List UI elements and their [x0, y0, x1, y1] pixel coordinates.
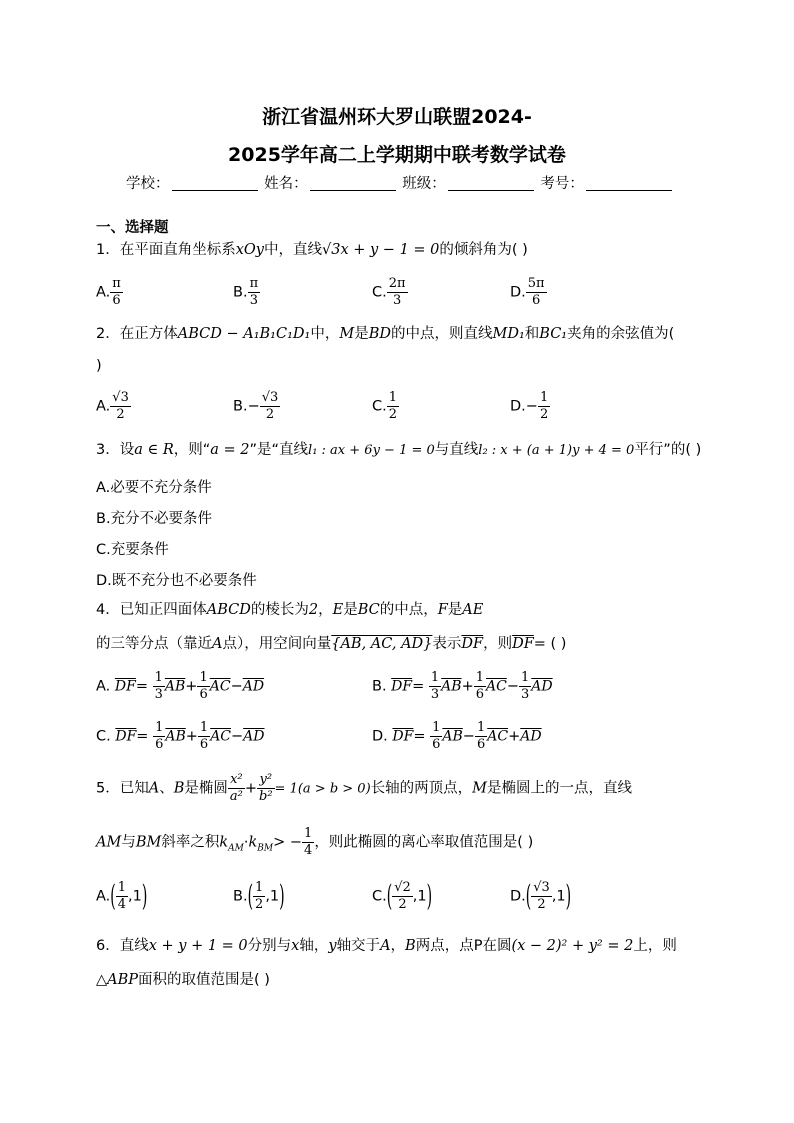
q-math: M	[339, 326, 355, 342]
exam-title-line1: 浙江省温州环大罗山联盟2024-	[262, 106, 532, 128]
ellipse-y-term	[257, 772, 275, 805]
paren-right: )	[141, 879, 148, 914]
option-tail: ,1	[265, 888, 280, 905]
option-label: B.	[372, 678, 387, 695]
option-label: C.	[96, 728, 111, 745]
equals: =	[412, 678, 425, 695]
q5-option-a[interactable]	[96, 880, 147, 913]
exam-number-blank[interactable]	[586, 175, 672, 191]
q-math: k	[248, 834, 258, 851]
q-text: 点），用空间向量	[222, 636, 332, 652]
frac-num: π	[249, 276, 259, 291]
q-text: 、	[159, 780, 174, 797]
q-text: 面积的取值范围是( )	[138, 972, 270, 988]
vector-ad: $\overline{AD}$	[242, 678, 265, 695]
q-text: 表示	[432, 636, 462, 652]
coef-fraction	[475, 720, 487, 753]
paren-right: )	[565, 879, 572, 914]
vector-df: $\overline{DF}$	[114, 678, 136, 695]
question-6	[96, 936, 677, 956]
frac-num: 1	[475, 670, 485, 685]
frac-num: 1	[521, 670, 530, 685]
paren-left: (	[247, 879, 254, 914]
q-text: 和	[524, 326, 540, 342]
option-label: C.	[372, 284, 387, 301]
option-tail: ,1	[551, 888, 566, 905]
q-text: ，	[390, 938, 406, 954]
option-label: D.	[372, 728, 388, 745]
paren-left: (	[386, 879, 393, 914]
option-fraction	[253, 880, 265, 913]
q-math: BC	[357, 602, 380, 618]
question-5-cont	[96, 826, 533, 859]
option-label: A.	[96, 678, 111, 695]
frac-den: 3	[154, 687, 163, 702]
q-math: A	[212, 636, 223, 652]
q5-option-c[interactable]	[372, 880, 432, 913]
q-text: 上，则	[633, 938, 677, 954]
school-blank[interactable]	[172, 175, 258, 191]
exam-title-line2: 2025学年高二上学期期中联考数学试卷	[228, 144, 566, 166]
q-text: ，则此椭圆的离心率取值范围是( )	[314, 834, 534, 851]
q-math: = 1(a > b > 0)	[274, 781, 371, 797]
q3-option-c[interactable]: C.充要条件	[96, 542, 169, 558]
q-text: 中，直线	[264, 242, 322, 258]
vector-basis: {AB, AC, AD}	[331, 636, 433, 652]
frac-den: 3	[393, 293, 402, 308]
class-blank[interactable]	[448, 175, 534, 191]
question-number: 3．	[96, 442, 120, 458]
equals: =	[135, 678, 148, 695]
frac-den: a²	[229, 789, 243, 804]
frac-num: √3	[112, 390, 129, 405]
option-sign: −	[247, 398, 260, 415]
q-math: MD₁	[492, 326, 525, 342]
q-math: ABCD − A₁B₁C₁D₁	[177, 326, 311, 342]
q-text: = ( )	[533, 636, 567, 652]
q-math: BM	[135, 834, 162, 851]
equals: =	[136, 728, 149, 745]
q-text: 在正方体	[119, 326, 178, 342]
q-math: F	[437, 602, 448, 618]
q-text: 是椭圆上的一点，直线	[487, 780, 633, 797]
q-text: 是椭圆	[184, 780, 228, 797]
frac-den: 2	[255, 897, 264, 912]
q-text: 设	[119, 442, 135, 458]
q1-option-c[interactable]	[372, 276, 408, 309]
vector-df: $\overline{DF}$	[391, 678, 413, 695]
vector-ac: $\overline{AC}$	[487, 728, 509, 745]
vector-ab: $\overline{AB}$	[165, 728, 186, 745]
name-label: 姓名：	[264, 176, 308, 192]
question-1	[96, 240, 528, 260]
option-label: C.	[372, 888, 387, 905]
q1-option-a[interactable]	[96, 276, 123, 309]
operator: −	[230, 678, 243, 695]
option-label: C.	[372, 398, 387, 415]
vector-ad: $\overline{AD}$	[243, 728, 265, 745]
question-2	[96, 324, 674, 344]
operator: −	[506, 678, 519, 695]
option-fraction	[531, 880, 552, 913]
frac-num: √3	[261, 390, 279, 405]
frac-den: 2	[116, 407, 125, 422]
q-text: 两点，点P在圆	[415, 938, 512, 954]
frac-num: 1	[432, 720, 441, 735]
question-3	[96, 440, 701, 461]
operator: +	[244, 780, 257, 797]
frac-den: 2	[388, 407, 398, 422]
q-text: 的三等分点（靠近	[96, 636, 212, 652]
exam-number-label: 考号：	[540, 176, 584, 192]
q-text: 的中点，则直线	[390, 326, 493, 342]
q-text: 在平面直角坐标系	[119, 242, 236, 258]
q-math: x	[291, 938, 300, 954]
frac-den: 6	[476, 737, 486, 752]
q-math: ABCD	[206, 602, 251, 618]
student-info-row	[126, 172, 674, 193]
operator: −	[231, 728, 244, 745]
q-math: k	[219, 834, 229, 851]
q3-option-b[interactable]: B.充分不必要条件	[96, 511, 213, 527]
frac-den: 6	[532, 293, 541, 308]
vector-df: $\overline{DF}$	[115, 728, 137, 745]
question-2-cont: )	[96, 358, 102, 374]
frac-num: 1	[430, 670, 440, 685]
frac-den: 3	[430, 687, 440, 702]
question-4	[96, 600, 483, 620]
q-math: a ∈ R	[134, 442, 174, 458]
option-fraction	[260, 390, 281, 423]
question-5	[96, 772, 632, 805]
vector-ab: $\overline{AB}$	[442, 728, 463, 745]
q-text: 长轴的两顶点，	[370, 780, 473, 797]
frac-den: 2	[537, 897, 546, 912]
frac-num: 1	[304, 826, 313, 841]
frac-den: 2	[398, 897, 407, 912]
frac-den: 4	[304, 843, 313, 858]
option-tail: ,1	[128, 888, 142, 905]
ellipse-x-term	[228, 772, 245, 805]
class-label: 班级：	[402, 176, 446, 192]
q3-option-a[interactable]: A.必要不充分条件	[96, 480, 212, 496]
option-label: A.	[96, 888, 111, 905]
q-text: 平行”的( )	[634, 442, 702, 458]
coef-fraction	[198, 720, 210, 753]
q-math: l₁ : ax + 6y − 1 = 0	[308, 443, 435, 458]
frac-num: 1	[388, 390, 398, 405]
q-text: 是	[354, 326, 369, 342]
q-text: ”是“直线	[249, 442, 309, 458]
vector-df: $\overline{DF}$	[392, 728, 414, 745]
subscript: AM	[228, 843, 244, 854]
operator: +	[185, 678, 198, 695]
option-label: A.	[96, 398, 111, 415]
coef-fraction	[474, 670, 486, 703]
frac-num: 1	[255, 880, 264, 895]
coef-fraction	[197, 670, 209, 703]
operator: +	[185, 728, 198, 745]
q-text: 夹角的余弦值为(	[567, 326, 675, 342]
subscript: BM	[257, 843, 274, 854]
frac-den: 3	[521, 687, 530, 702]
q4-option-b[interactable]	[372, 670, 553, 703]
vector-ac: $\overline{AC}$	[209, 678, 231, 695]
q-math: BC₁	[539, 326, 568, 342]
q5-option-b[interactable]	[233, 880, 285, 913]
coef-fraction	[519, 670, 531, 703]
q-text: 与直线	[434, 442, 479, 458]
school-label: 学校：	[126, 176, 170, 192]
frac-den: 4	[117, 897, 127, 912]
vector-df: $\overline{DF}$	[512, 636, 534, 652]
frac-num: 5π	[527, 276, 545, 291]
vector-ac: $\overline{AC}$	[210, 728, 232, 745]
frac-den: 3	[249, 293, 258, 308]
q-text: 分别与	[247, 938, 292, 954]
operator: +	[508, 728, 521, 745]
q-text: 轴交于	[336, 938, 381, 954]
paren-left: (	[525, 879, 532, 914]
q-math: B	[173, 780, 185, 797]
q1-option-b[interactable]	[233, 276, 260, 309]
option-fraction	[116, 880, 128, 913]
vector-ad: $\overline{AD}$	[531, 678, 553, 695]
frac-num: 1	[154, 670, 163, 685]
coef-fraction	[429, 670, 441, 703]
q2-option-d[interactable]	[510, 390, 550, 423]
frac-num: π	[112, 276, 121, 291]
frac-den: 6	[112, 293, 121, 308]
frac-den: 6	[155, 737, 164, 752]
frac-num: y²	[257, 772, 275, 789]
q4-option-a[interactable]	[96, 670, 264, 703]
q-math: (x − 2)² + y² = 2	[511, 938, 634, 954]
q-math: y	[328, 938, 337, 954]
q-text: 的中点，	[379, 602, 438, 618]
q3-option-d[interactable]: D.既不充分也不必要条件	[96, 573, 257, 589]
q-text: 已知	[119, 780, 149, 797]
q-text: 直线	[119, 938, 149, 954]
q-math: A	[148, 780, 160, 797]
frac-num: 1	[155, 720, 164, 735]
option-fraction	[526, 276, 547, 309]
frac-num: 1	[199, 670, 208, 685]
q-text: 轴，	[299, 938, 329, 954]
q-math: A	[380, 938, 391, 954]
q-math: 2	[308, 602, 319, 618]
q-text: 已知正四面体	[119, 602, 207, 618]
q-math: B	[405, 938, 416, 954]
q-math: BD	[368, 326, 391, 342]
q4-option-d[interactable]	[372, 720, 542, 753]
option-tail: ,1	[412, 888, 427, 905]
question-number: 1．	[96, 242, 120, 258]
q-text: ，	[318, 602, 333, 618]
operator: > −	[273, 834, 303, 851]
question-number: 2．	[96, 326, 120, 342]
operator: ·	[243, 834, 249, 851]
question-number: 4．	[96, 602, 120, 618]
operator: −	[462, 728, 475, 745]
option-fraction	[538, 390, 550, 423]
coef-fraction	[153, 720, 165, 753]
frac-num: 1	[476, 720, 486, 735]
q-math: E	[332, 602, 344, 618]
frac-den: 2	[265, 407, 275, 422]
option-label: B.	[233, 888, 248, 905]
q-math: l₂ : x + (a + 1)y + 4 = 0	[478, 443, 635, 458]
option-fraction	[387, 276, 408, 309]
q-text: ，则	[483, 636, 513, 652]
vector-ac: $\overline{AC}$	[486, 678, 507, 695]
frac-num: x²	[228, 772, 245, 789]
q-math: AE	[462, 602, 484, 618]
option-fraction	[110, 390, 131, 423]
q-math: AM	[96, 834, 122, 851]
q5-option-d[interactable]	[510, 880, 571, 913]
q-text: 的棱长为	[250, 602, 309, 618]
q-text: 是	[343, 602, 358, 618]
vector-ad: $\overline{AD}$	[520, 728, 542, 745]
triangle-symbol: △	[96, 972, 108, 988]
q-text: ，则“	[173, 442, 211, 458]
option-fraction	[248, 276, 261, 309]
option-fraction	[392, 880, 413, 913]
coef-fraction	[153, 670, 165, 703]
paren-left: (	[110, 879, 116, 914]
q-math: x + y + 1 = 0	[148, 938, 248, 954]
frac-den: 6	[199, 687, 208, 702]
q-text: 是	[447, 602, 463, 618]
frac-num: √3	[533, 880, 550, 895]
operator: +	[461, 678, 474, 695]
bound-fraction	[302, 826, 314, 859]
q4-option-c[interactable]	[96, 720, 265, 753]
q2-option-a[interactable]	[96, 390, 131, 423]
vector-ab: $\overline{AB}$	[441, 678, 462, 695]
option-label: D.	[510, 284, 526, 301]
equals: =	[413, 728, 426, 745]
vector-ab: $\overline{AB}$	[164, 678, 186, 695]
q-math: M	[472, 780, 488, 797]
frac-den: b²	[259, 789, 273, 804]
frac-den: 6	[199, 737, 209, 752]
option-fraction	[110, 276, 123, 309]
option-fraction	[387, 390, 399, 423]
frac-num: 1	[539, 390, 549, 405]
paren-right: )	[426, 879, 433, 914]
question-4-cont	[96, 634, 566, 654]
q1-option-d[interactable]	[510, 276, 547, 309]
option-label: A.	[96, 284, 111, 301]
frac-den: 2	[539, 407, 549, 422]
q2-option-c[interactable]	[372, 390, 399, 423]
name-blank[interactable]	[310, 175, 396, 191]
q-text: 与	[121, 834, 136, 851]
q-text: 中，	[310, 326, 340, 342]
question-number: 6．	[96, 938, 120, 954]
frac-num: 1	[117, 880, 127, 895]
q-text: 的倾斜角为( )	[439, 242, 528, 258]
q-math: √3x + y − 1 = 0	[322, 242, 440, 258]
option-label: D.	[510, 398, 526, 415]
frac-num: 2π	[388, 276, 406, 291]
frac-den: 6	[432, 737, 441, 752]
vector-df: $\overline{DF}$	[461, 636, 484, 652]
option-sign: −	[525, 398, 538, 415]
question-number: 5．	[96, 780, 120, 797]
paren-right: )	[279, 879, 285, 914]
question-6-cont	[96, 970, 270, 990]
frac-num: 1	[199, 720, 209, 735]
q2-option-b[interactable]	[233, 390, 280, 423]
frac-num: √2	[394, 880, 411, 895]
option-label: D.	[510, 888, 526, 905]
q-math: xOy	[235, 242, 264, 258]
q-text: 斜率之积	[161, 834, 220, 851]
q-math: ABP	[107, 972, 139, 988]
q-math: a = 2	[210, 442, 250, 458]
frac-den: 6	[475, 687, 485, 702]
section-title: 一、选择题	[96, 220, 169, 236]
option-label: B.	[233, 284, 248, 301]
coef-fraction	[430, 720, 442, 753]
option-label: B.	[233, 398, 248, 415]
